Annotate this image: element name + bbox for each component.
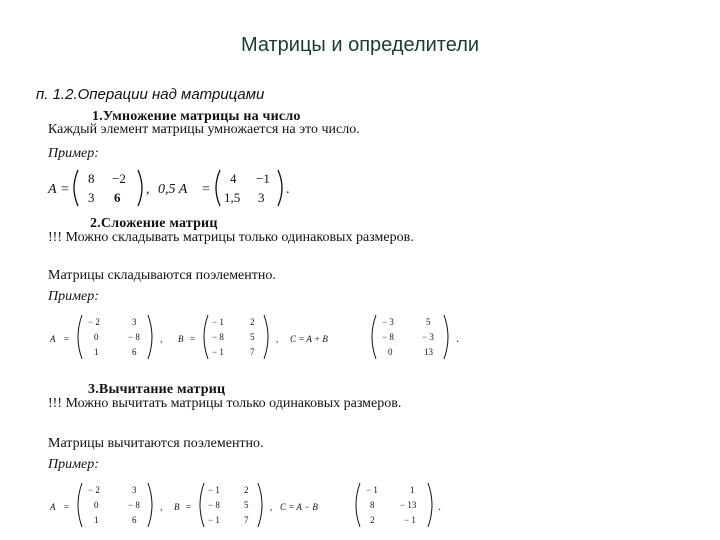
b-cell: 5 xyxy=(244,500,249,510)
matrix-c-label: C = A + B xyxy=(290,334,328,344)
m1-cell: 3 xyxy=(88,190,95,205)
c-cell: − 3 xyxy=(422,332,434,342)
a-cell: 0 xyxy=(94,500,99,510)
left-paren xyxy=(74,170,78,206)
equals-sign: = xyxy=(190,334,196,344)
a-cell: 1 xyxy=(94,515,99,525)
section-2-expression xyxy=(44,312,474,362)
section-1-expression xyxy=(44,166,314,210)
b-cell: 2 xyxy=(244,485,249,495)
equals-sign: = xyxy=(202,182,210,197)
section-2-example-label: Пример: xyxy=(48,289,99,304)
expr-middle: 0,5 A xyxy=(158,182,188,197)
c-cell: − 1 xyxy=(366,485,378,495)
right-paren xyxy=(148,315,152,359)
right-paren xyxy=(444,315,448,359)
comma: , xyxy=(270,502,273,512)
right-paren xyxy=(138,170,142,206)
matrix-a-label: A xyxy=(50,334,56,344)
m2-cell: 4 xyxy=(230,171,237,186)
a-cell: − 2 xyxy=(88,317,100,327)
m1-cell: 6 xyxy=(114,190,121,205)
period: . xyxy=(286,182,290,197)
m2-cell: 3 xyxy=(258,190,265,205)
a-cell: 0 xyxy=(94,332,99,342)
equals-sign: = xyxy=(64,502,70,512)
comma: , xyxy=(276,334,279,344)
period: . xyxy=(438,499,441,513)
m2-cell: −1 xyxy=(256,171,270,186)
m2-cell: 1,5 xyxy=(224,190,241,205)
left-paren xyxy=(200,483,204,527)
b-cell: 5 xyxy=(250,332,255,342)
equals-sign: = xyxy=(64,334,70,344)
section-1-example-label: Пример: xyxy=(48,146,99,161)
comma: , xyxy=(146,182,150,197)
section-3-example-label: Пример: xyxy=(48,457,99,472)
a-cell: 6 xyxy=(132,347,137,357)
c-cell: 0 xyxy=(388,347,393,357)
right-paren xyxy=(264,315,268,359)
section-2-heading: 2.Сложение матриц xyxy=(90,216,218,231)
right-paren xyxy=(148,483,152,527)
equals-sign: = xyxy=(61,182,69,197)
period: . xyxy=(456,331,459,345)
c-cell: − 3 xyxy=(382,317,394,327)
left-paren xyxy=(78,315,82,359)
a-cell: 6 xyxy=(132,515,137,525)
b-cell: − 8 xyxy=(208,500,220,510)
slide-title: Матрицы и определители xyxy=(240,34,480,56)
b-cell: − 1 xyxy=(208,515,220,525)
left-paren xyxy=(78,483,82,527)
left-paren xyxy=(216,170,220,206)
section-subtitle: п. 1.2.Операции над матрицами xyxy=(36,86,265,103)
c-cell: − 8 xyxy=(382,332,394,342)
m1-cell: 8 xyxy=(88,171,95,186)
comma: , xyxy=(160,334,163,344)
c-cell: 1 xyxy=(410,485,415,495)
c-cell: − 1 xyxy=(404,515,416,525)
matrix-c-label: C = A − B xyxy=(280,502,318,512)
equals-sign: = xyxy=(186,502,192,512)
a-cell: − 8 xyxy=(128,332,140,342)
expr-lhs: A xyxy=(48,182,57,197)
a-cell: 3 xyxy=(132,485,137,495)
section-3-rule: !!! Можно вычитать матрицы только одинаковых размеров. xyxy=(48,396,402,411)
b-cell: 7 xyxy=(250,347,255,357)
a-cell: − 8 xyxy=(128,500,140,510)
matrix-a-label: A xyxy=(50,502,56,512)
left-paren xyxy=(204,315,208,359)
comma: , xyxy=(160,502,163,512)
b-cell: 2 xyxy=(250,317,255,327)
right-paren xyxy=(278,170,282,206)
section-3-heading: 3.Вычитание матриц xyxy=(88,382,226,397)
a-cell: − 2 xyxy=(88,485,100,495)
m1-cell: −2 xyxy=(112,171,126,186)
a-cell: 1 xyxy=(94,347,99,357)
b-cell: − 1 xyxy=(212,347,224,357)
c-cell: 2 xyxy=(370,515,375,525)
section-2-rule: !!! Можно складывать матрицы только одинаковых размеров. xyxy=(48,230,414,245)
left-paren xyxy=(356,483,360,527)
matrix-b-label: B xyxy=(178,334,184,344)
section-1-heading: 1.Умножение матрицы на число xyxy=(92,109,301,124)
c-cell: 8 xyxy=(370,500,375,510)
b-cell: − 1 xyxy=(208,485,220,495)
section-3-expression xyxy=(44,480,474,532)
section-2-rule2: Матрицы складываются поэлементно. xyxy=(48,268,276,283)
section-3-rule2: Матрицы вычитаются поэлементно. xyxy=(48,436,264,451)
left-paren xyxy=(372,315,376,359)
right-paren xyxy=(428,483,432,527)
c-cell: 5 xyxy=(426,317,431,327)
c-cell: 13 xyxy=(424,347,433,357)
right-paren xyxy=(258,483,262,527)
a-cell: 3 xyxy=(132,317,137,327)
b-cell: − 1 xyxy=(212,317,224,327)
b-cell: 7 xyxy=(244,515,249,525)
b-cell: − 8 xyxy=(212,332,224,342)
section-1-rule: Каждый элемент матрицы умножается на это число. xyxy=(48,122,360,137)
matrix-b-label: B xyxy=(174,502,180,512)
c-cell: − 13 xyxy=(400,500,417,510)
